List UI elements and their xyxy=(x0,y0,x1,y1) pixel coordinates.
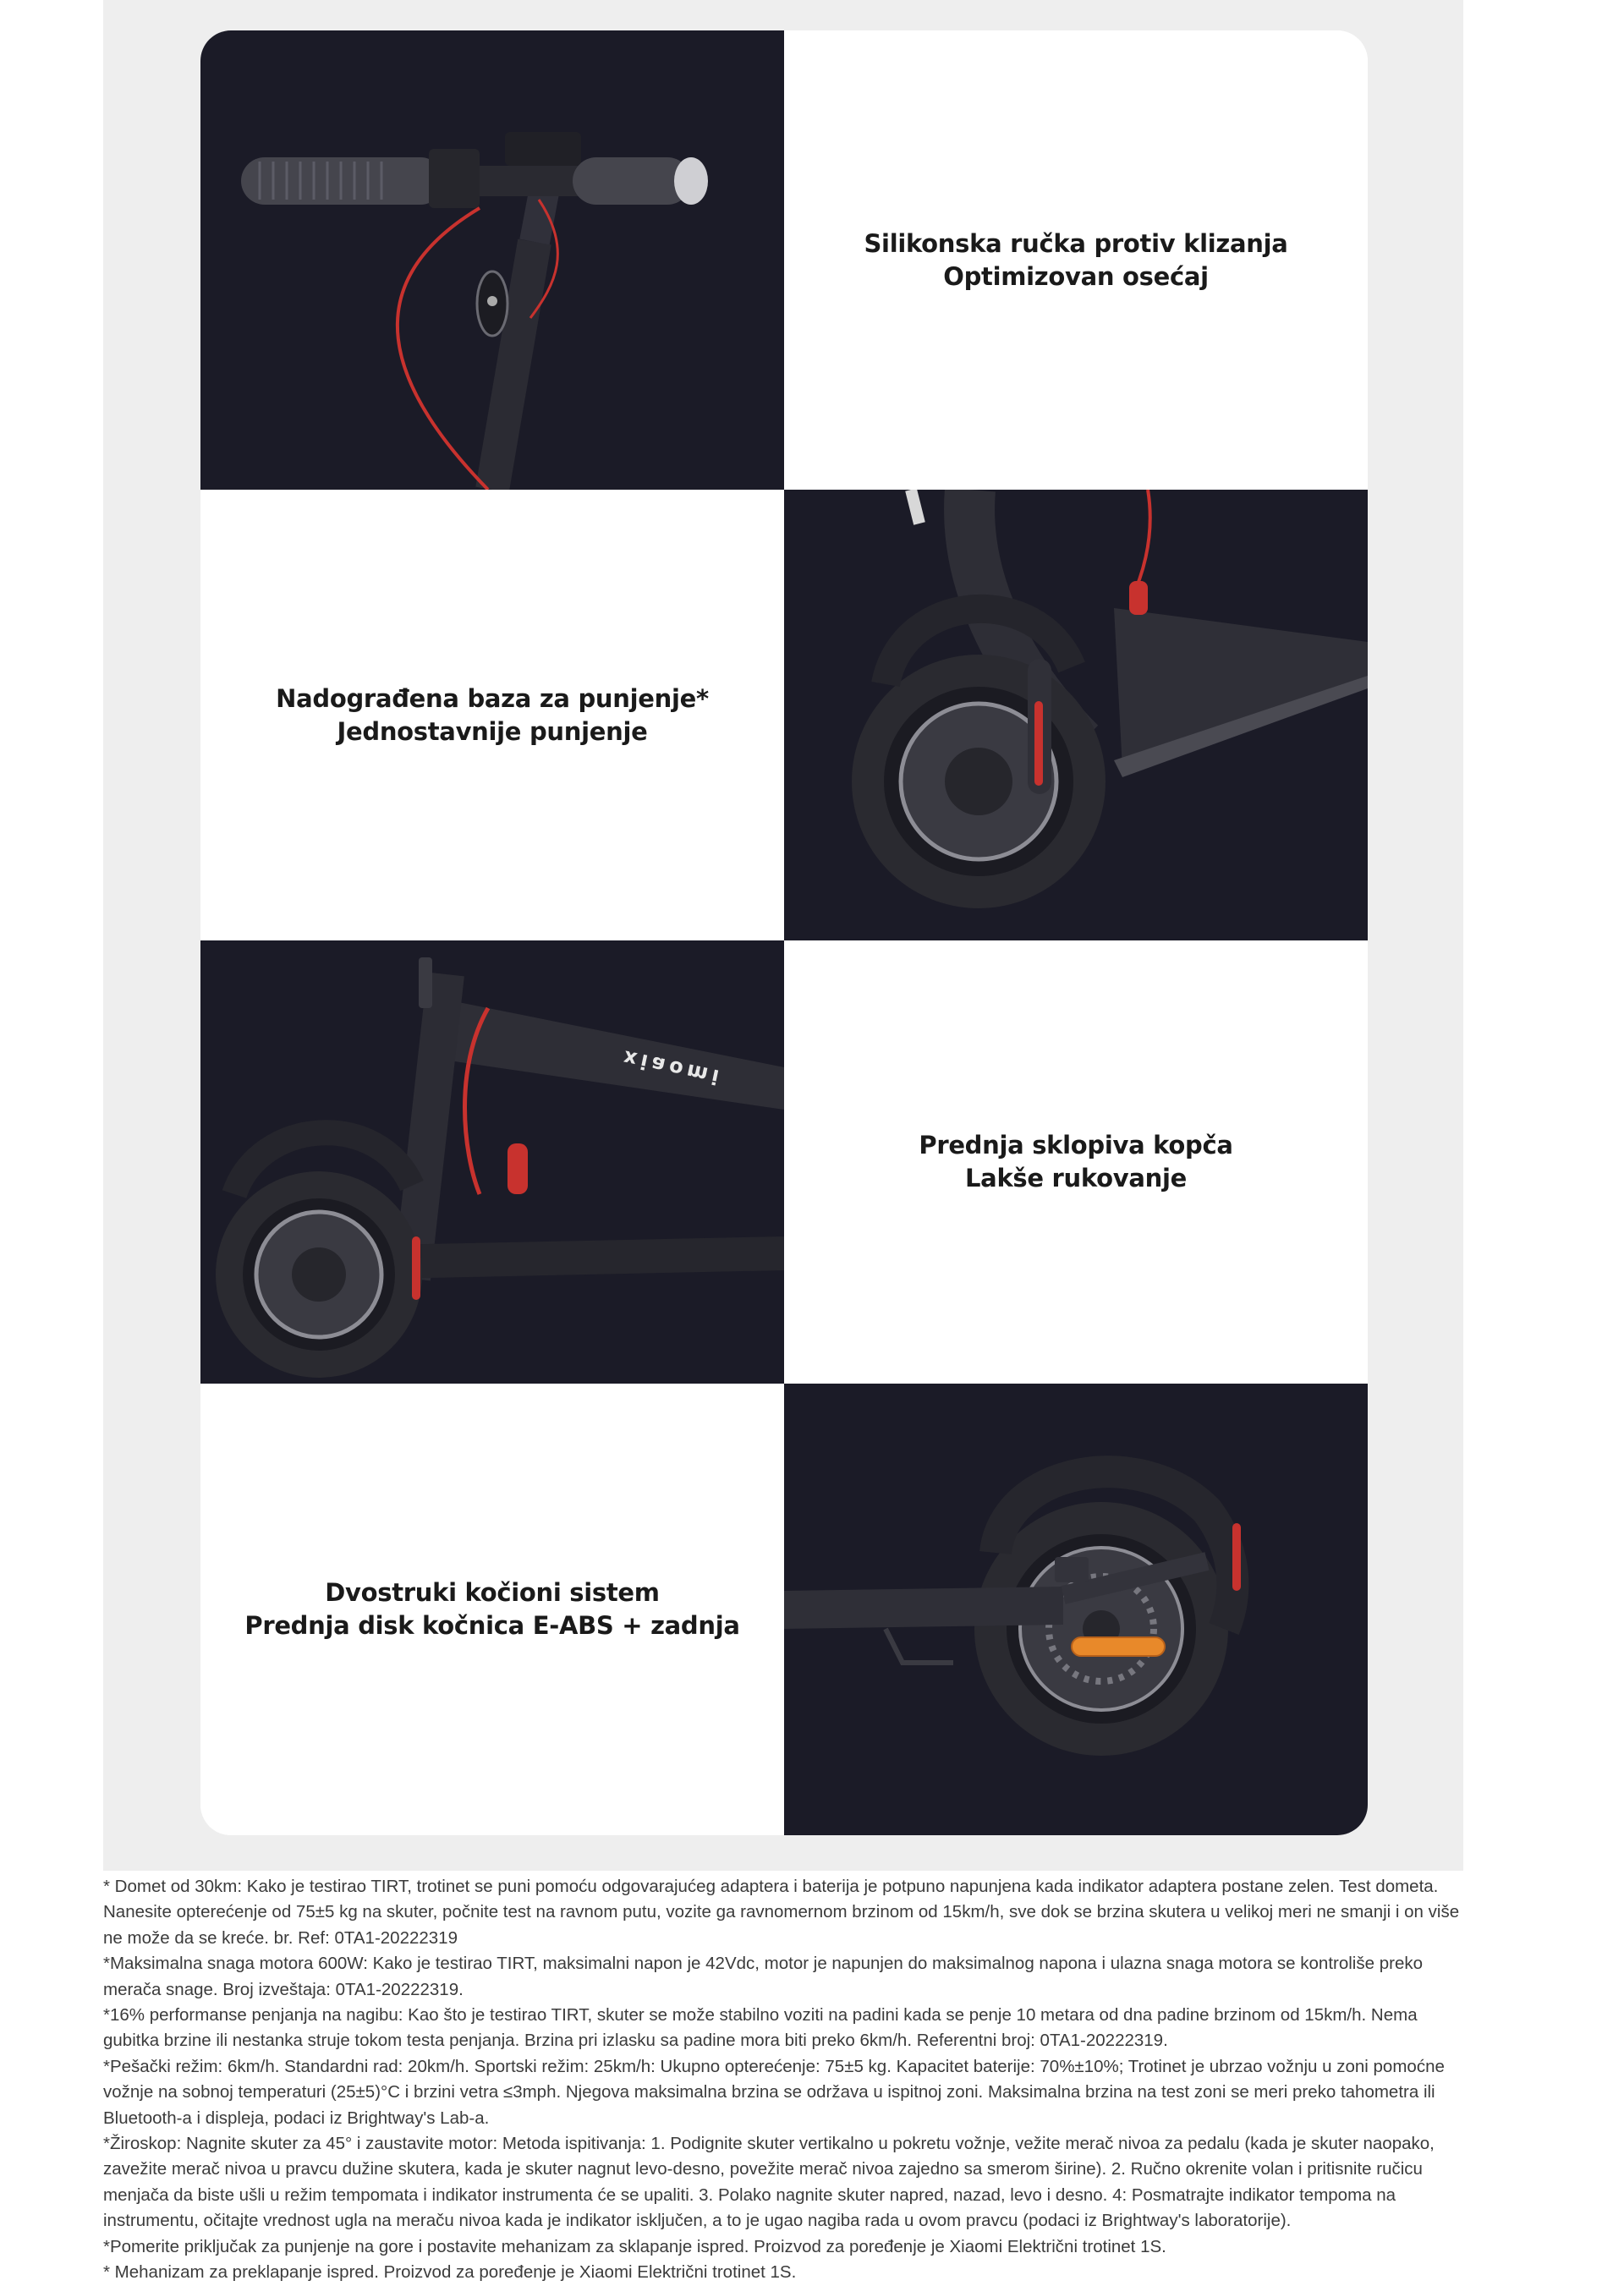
feature-caption-brakes xyxy=(244,1576,739,1642)
feature-tile-brakes xyxy=(200,1384,784,1835)
feature-subtitle: Lakše rukovanje xyxy=(965,1164,1187,1192)
feature-caption-charging xyxy=(276,683,709,748)
footnote-climbing: *16% performanse penjanja na nagibu: Kao što je testirao TIRT, skuter se može stabilno voziti na padini kada se penje 10 metara od dna padine brzinom od 15km/h. Nema gubitka brzine ili nestanka struje tokom testa penjanja. Brzina pri izlasku sa padine mora biti preko 6km/h. Referentni broj: 0TA1-20222319. xyxy=(103,2005,1418,2051)
feature-subtitle: Optimizovan osećaj xyxy=(943,261,1209,291)
folding-latch-image xyxy=(200,940,784,1384)
feature-tile-latch xyxy=(784,940,1368,1384)
feature-subtitle: Jednostavnije punjenje xyxy=(337,716,648,746)
front-wheel-illustration xyxy=(784,490,1368,940)
feature-title: Prednja sklopiva kopča xyxy=(919,1131,1233,1159)
folding-latch-illustration xyxy=(200,940,784,1384)
front-wheel-image xyxy=(784,490,1368,940)
footnote-motor-power: *Maksimalna snaga motora 600W: Kako je testirao TIRT, maksimalni napon je 42Vdc, motor je napunjen do maksimalnog napona i ulazna snaga motora se kontroliše preko merača snage. Broj izveštaja: 0TA1-20222319. xyxy=(103,1954,1423,1999)
footnotes xyxy=(103,1874,1461,2286)
feature-tile-charging xyxy=(200,490,784,940)
footnote-range: * Domet od 30km: Kako je testirao TIRT, trotinet se puni pomoću odgovarajućeg adaptera i baterija je potpuno napunjena kada indikator adaptera postane zelen. Test dometa. Nanesite opterećenje od 75±5 kg na skuter, počnite test na ravnom putu, vozite ga ravnomernom brzinom od 15km/h, sve dok se brzina skutera u velikoj meri ne smanji i on više ne može da se kreće. br. Ref: 0TA1-20222319 xyxy=(103,1877,1460,1948)
footnote-folding-mechanism: * Mehanizam za preklapanje ispred. Proizvod za poređenje je Xiaomi Električni trotinet 1S. xyxy=(103,2262,797,2283)
feature-title: Nadograđena baza za punjenje* xyxy=(276,683,709,713)
feature-caption-grip xyxy=(864,228,1287,293)
feature-grid-card xyxy=(200,30,1368,1835)
rear-wheel-image xyxy=(784,1384,1368,1835)
handlebar-image xyxy=(200,30,784,490)
feature-tile-grip xyxy=(784,30,1368,490)
footnote-charging-port: *Pomerite priključak za punjenje na gore i postavite mehanizam za sklapanje ispred. Proizvod za poređenje je Xiaomi Električni trotinet 1S. xyxy=(103,2236,1166,2256)
feature-subtitle: Prednja disk kočnica E-ABS + zadnja xyxy=(244,1611,740,1640)
rear-wheel-illustration xyxy=(784,1384,1368,1835)
footnote-speed-modes: *Pešački režim: 6km/h. Standardni rad: 20km/h. Sportski režim: 25km/h: Ukupno opterećenje: 75±5 kg. Kapacitet baterije: 70%±10%; Trotinet je ubrzao vožnju u zoni pomoćne vožnje na sobnoj temperaturi (25±5)°C i brzini vetra ≤3mph. Njegova maksimalna brzina se održava u ispitnoj zoni. Maksimalna brzina na test zoni se meri preko tahometra ili Bluetooth-a i displeja, podaci iz Brightway's Lab-a. xyxy=(103,2056,1445,2128)
handlebar-illustration xyxy=(200,30,784,490)
brand-logo-text: xiaomi xyxy=(621,1045,726,1090)
footnote-gyroscope: *Žiroskop: Nagnite skuter za 45° i zaustavite motor: Metoda ispitivanja: 1. Podignite skuter vertikalno u pokretu vožnje, vežite merač nivoa za pedalu (kada je skuter naopako, zavežite merač nivoa u pravcu dužine skutera, kada je skuter nagnut levo-desno, povežite merač nivoa zajedno sa smerom širine). 2. Ručno okrenite volan i pritisnite ručicu menjača da biste ušli u režim tempomata i indikator instrumenta će se upaliti. 3. Polako nagnite skuter napred, nazad, levo i desno. 4: Posmatrajte indikator tempoma na instrumentu, očitajte vrednost ugla na meraču nivoa kada je indikator isključen, a to je ugao nagiba rada u ovom pravcu (podaci iz Brightway's laboratorije). xyxy=(103,2134,1435,2231)
feature-title: Silikonska ručka protiv klizanja xyxy=(864,228,1288,258)
feature-caption-latch xyxy=(919,1129,1232,1195)
feature-title: Dvostruki kočioni sistem xyxy=(325,1578,660,1607)
